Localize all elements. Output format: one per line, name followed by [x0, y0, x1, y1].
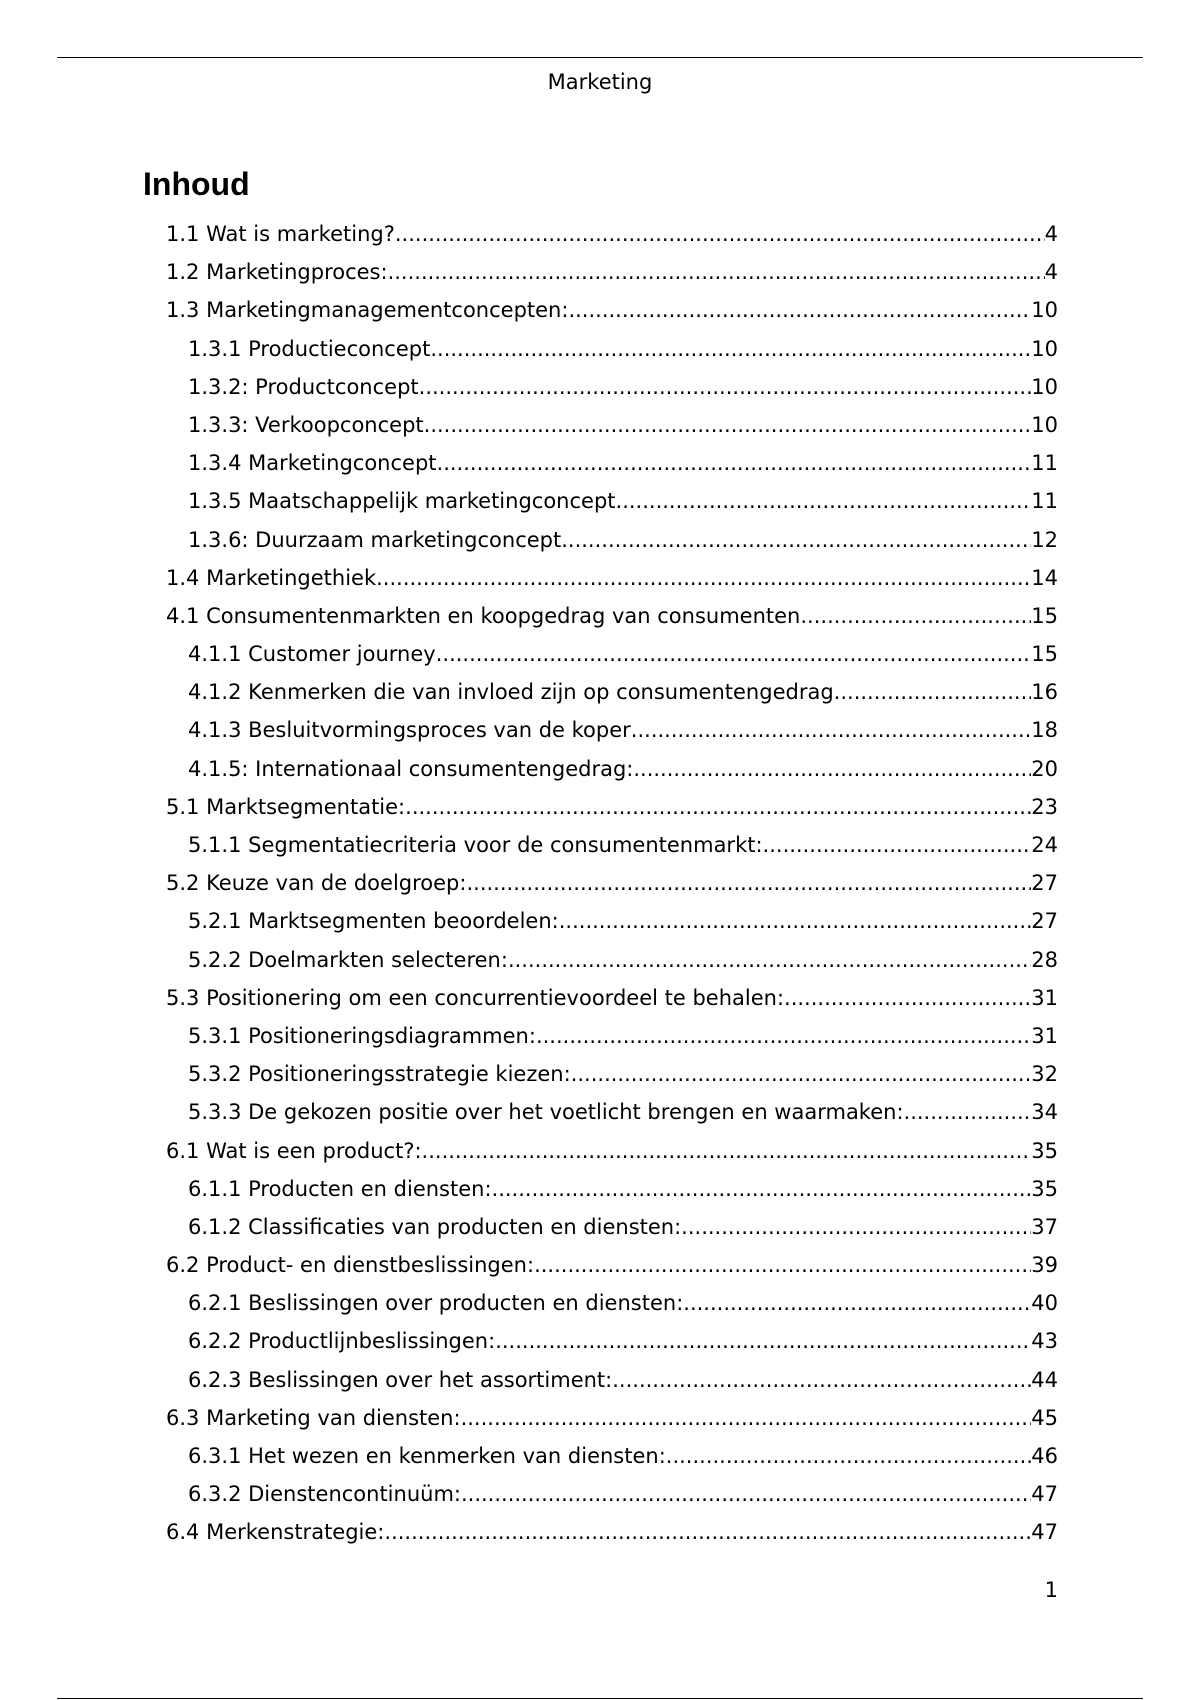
toc-entry-label: 4.1 Consumentenmarkten en koopgedrag van consumenten — [166, 603, 801, 628]
toc-dot-leader — [405, 788, 1031, 826]
toc-dot-leader — [422, 1132, 1032, 1170]
toc-entry-label: 6.2.3 Beslissingen over het assortiment: — [188, 1367, 613, 1392]
toc-entry-label: 1.3.6: Duurzaam marketingconcept — [188, 527, 562, 552]
toc-dot-leader — [784, 979, 1031, 1017]
toc-entry[interactable] — [166, 444, 1058, 482]
toc-entry[interactable] — [166, 1246, 1058, 1284]
toc-entry[interactable] — [166, 673, 1058, 711]
toc-entry-label: 6.3 Marketing van diensten: — [166, 1405, 461, 1430]
toc-entry-label: 1.3.4 Marketingconcept — [188, 451, 437, 476]
toc-entry[interactable] — [166, 711, 1058, 749]
toc-entry-page: 47 — [1031, 1520, 1058, 1545]
toc-entry-page: 45 — [1031, 1405, 1058, 1430]
toc-dot-leader — [508, 941, 1031, 979]
toc-entry-label: 1.3.5 Maatschappelijk marketingconcept — [188, 489, 616, 514]
toc-entry[interactable] — [166, 864, 1058, 902]
toc-dot-leader — [466, 864, 1031, 902]
toc-entry[interactable] — [166, 826, 1058, 864]
toc-dot-leader — [495, 1322, 1031, 1360]
toc-entry[interactable] — [166, 1437, 1058, 1475]
toc-entry-page: 31 — [1031, 985, 1058, 1010]
toc-dot-leader — [631, 711, 1031, 749]
toc-dot-leader — [388, 253, 1045, 291]
toc-dot-leader — [436, 635, 1032, 673]
toc-dot-leader — [384, 1513, 1031, 1551]
toc-entry-label: 6.4 Merkenstrategie: — [166, 1520, 385, 1545]
toc-entry[interactable] — [166, 215, 1058, 253]
toc-dot-leader — [616, 482, 1032, 520]
toc-dot-leader — [395, 215, 1045, 253]
page-number: 1 — [1044, 1578, 1058, 1602]
toc-dot-leader — [536, 1017, 1031, 1055]
toc-entry-label: 5.3.2 Positioneringsstrategie kiezen: — [188, 1062, 571, 1087]
toc-entry-page: 10 — [1031, 412, 1058, 437]
toc-dot-leader — [430, 330, 1031, 368]
toc-entry-label: 5.2.1 Marktsegmenten beoordelen: — [188, 909, 559, 934]
toc-entry-label: 5.2.2 Doelmarkten selecteren: — [188, 947, 508, 972]
toc-entry[interactable] — [166, 788, 1058, 826]
toc-entry[interactable] — [166, 559, 1058, 597]
toc-dot-leader — [376, 559, 1031, 597]
toc-entry[interactable] — [166, 635, 1058, 673]
header-rule — [57, 57, 1143, 58]
toc-entry-page: 23 — [1031, 794, 1058, 819]
toc-entry-label: 6.3.2 Dienstencontinuüm: — [188, 1482, 461, 1507]
toc-entry[interactable] — [166, 597, 1058, 635]
toc-entry-page: 18 — [1031, 718, 1058, 743]
toc-entry-page: 40 — [1031, 1291, 1058, 1316]
toc-entry[interactable] — [166, 1208, 1058, 1246]
toc-entry-label: 6.1 Wat is een product?: — [166, 1138, 422, 1163]
toc-dot-leader — [492, 1170, 1032, 1208]
toc-entry-page: 4 — [1044, 222, 1058, 246]
toc-entry-page: 47 — [1031, 1482, 1058, 1507]
toc-entry-page: 15 — [1031, 642, 1058, 667]
toc-dot-leader — [534, 1246, 1031, 1284]
toc-title: Inhoud — [143, 166, 250, 202]
toc-entry-label: 4.1.5: Internationaal consumentengedrag: — [188, 756, 634, 781]
toc-entry-page: 10 — [1031, 374, 1058, 399]
toc-entry[interactable] — [166, 1399, 1058, 1437]
toc-entry[interactable] — [166, 330, 1058, 368]
toc-entry-label: 5.2 Keuze van de doelgroep: — [166, 871, 467, 896]
toc-entry-page: 16 — [1031, 680, 1058, 705]
toc-dot-leader — [633, 750, 1031, 788]
toc-dot-leader — [571, 1055, 1032, 1093]
toc-dot-leader — [561, 521, 1031, 559]
toc-entry-label: 6.1.2 Classificaties van producten en diensten: — [188, 1214, 682, 1239]
toc-entry[interactable] — [166, 902, 1058, 940]
toc-entry-label: 6.1.1 Producten en diensten: — [188, 1176, 492, 1201]
toc-entry-page: 15 — [1031, 603, 1058, 628]
toc-entry-label: 5.1 Marktsegmentatie: — [166, 794, 406, 819]
toc-dot-leader — [834, 673, 1032, 711]
toc-entry-page: 37 — [1031, 1214, 1058, 1239]
toc-entry-page: 24 — [1031, 833, 1058, 857]
toc-entry-label: 5.1.1 Segmentatiecriteria voor de consumentenmarkt: — [188, 833, 763, 857]
toc-entry-page: 20 — [1031, 756, 1058, 781]
toc-entry-label: 1.3.1 Productieconcept — [188, 336, 431, 361]
toc-dot-leader — [763, 826, 1032, 864]
toc-entry-page: 12 — [1031, 527, 1058, 552]
toc-entry-page: 14 — [1031, 565, 1058, 590]
toc-entry-page: 4 — [1044, 260, 1058, 285]
toc-entry[interactable] — [166, 1284, 1058, 1322]
toc-dot-leader — [559, 902, 1032, 940]
toc-dot-leader — [437, 444, 1032, 482]
toc-entry-page: 31 — [1031, 1023, 1058, 1048]
toc-entry-label: 1.3.3: Verkoopconcept — [188, 412, 424, 437]
toc-entry-label: 1.1 Wat is marketing? — [166, 222, 395, 246]
toc-entry-page: 44 — [1031, 1367, 1058, 1392]
toc-entry-page: 28 — [1031, 947, 1058, 972]
toc-entry-page: 46 — [1031, 1444, 1058, 1468]
toc-entry-page: 10 — [1031, 336, 1058, 361]
toc-entry[interactable] — [166, 406, 1058, 444]
toc-entry[interactable] — [166, 291, 1058, 329]
toc-entry-label: 1.3 Marketingmanagementconcepten: — [166, 298, 569, 323]
toc-entry-page: 11 — [1031, 451, 1058, 476]
toc-entry-label: 5.3.3 De gekozen positie over het voetlicht brengen en waarmaken: — [188, 1100, 904, 1125]
toc-entry-page: 34 — [1031, 1100, 1058, 1125]
toc-dot-leader — [612, 1361, 1031, 1399]
toc-dot-leader — [461, 1399, 1032, 1437]
toc-entry-page: 35 — [1031, 1176, 1058, 1201]
toc-entry-label: 6.2.1 Beslissingen over producten en diensten: — [188, 1291, 684, 1316]
toc-entry[interactable] — [166, 1170, 1058, 1208]
toc-entry[interactable] — [166, 521, 1058, 559]
toc-entry-label: 5.3.1 Positioneringsdiagrammen: — [188, 1023, 536, 1048]
toc-entry[interactable] — [166, 482, 1058, 520]
toc-entry[interactable] — [166, 1132, 1058, 1170]
toc-entry[interactable] — [166, 1017, 1058, 1055]
toc-entry-page: 32 — [1031, 1062, 1058, 1087]
footer-rule — [57, 1698, 1143, 1699]
toc-entry[interactable] — [166, 750, 1058, 788]
toc-entry[interactable] — [166, 1361, 1058, 1399]
toc-entry-label: 1.3.2: Productconcept — [188, 374, 419, 399]
toc-dot-leader — [904, 1093, 1032, 1131]
toc-entry-label: 6.3.1 Het wezen en kenmerken van diensten: — [188, 1444, 666, 1468]
toc-entry[interactable] — [166, 1513, 1058, 1551]
toc-entry-page: 27 — [1031, 871, 1058, 896]
toc-entry-page: 11 — [1031, 489, 1058, 514]
toc-dot-leader — [419, 368, 1032, 406]
table-of-contents — [166, 215, 1058, 1552]
toc-entry[interactable] — [166, 1093, 1058, 1131]
toc-entry-label: 1.2 Marketingproces: — [166, 260, 388, 285]
toc-dot-leader — [424, 406, 1032, 444]
toc-entry-page: 43 — [1031, 1329, 1058, 1354]
toc-entry-page: 27 — [1031, 909, 1058, 934]
toc-entry-label: 4.1.3 Besluitvormingsproces van de koper — [188, 718, 631, 743]
running-header: Marketing — [547, 70, 653, 94]
toc-entry-page: 39 — [1031, 1253, 1058, 1278]
toc-dot-leader — [683, 1284, 1031, 1322]
toc-entry-label: 6.2 Product- en dienstbeslissingen: — [166, 1253, 535, 1278]
toc-entry[interactable] — [166, 368, 1058, 406]
toc-entry[interactable] — [166, 941, 1058, 979]
toc-dot-leader — [568, 291, 1031, 329]
toc-entry-label: 6.2.2 Productlijnbeslissingen: — [188, 1329, 496, 1354]
toc-entry-page: 35 — [1031, 1138, 1058, 1163]
toc-entry[interactable] — [166, 253, 1058, 291]
toc-entry[interactable] — [166, 1475, 1058, 1513]
toc-entry[interactable] — [166, 1322, 1058, 1360]
toc-entry-label: 4.1.2 Kenmerken die van invloed zijn op consumentengedrag — [188, 680, 834, 705]
toc-entry[interactable] — [166, 1055, 1058, 1093]
toc-entry[interactable] — [166, 979, 1058, 1017]
toc-entry-label: 4.1.1 Customer journey — [188, 642, 436, 667]
toc-entry-label: 5.3 Positionering om een concurrentievoordeel te behalen: — [166, 985, 785, 1010]
toc-dot-leader — [800, 597, 1031, 635]
toc-dot-leader — [461, 1475, 1031, 1513]
toc-entry-page: 10 — [1031, 298, 1058, 323]
toc-dot-leader — [666, 1437, 1031, 1475]
toc-entry-label: 1.4 Marketingethiek — [166, 565, 377, 590]
toc-dot-leader — [681, 1208, 1031, 1246]
